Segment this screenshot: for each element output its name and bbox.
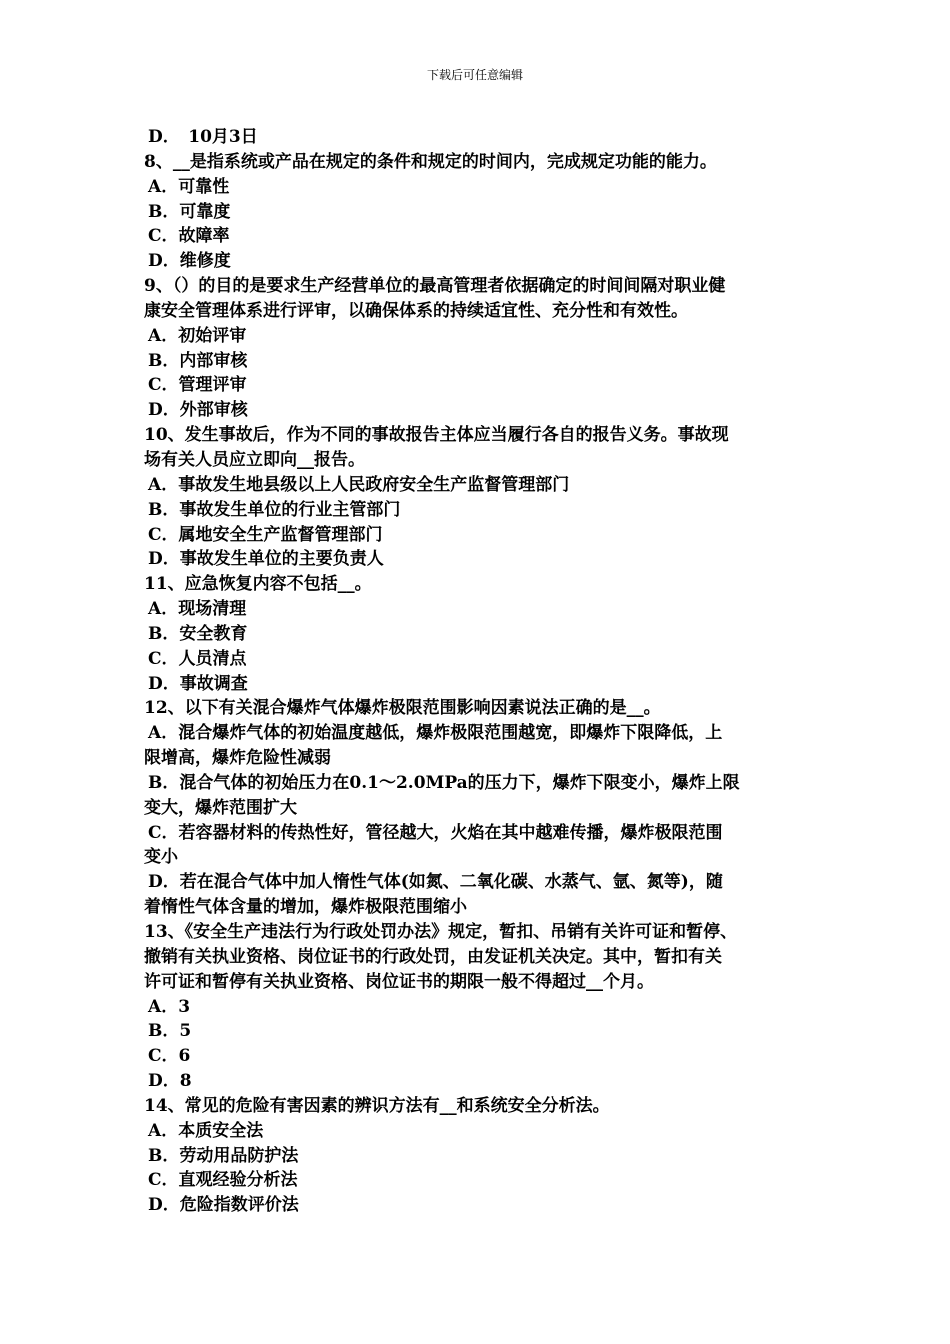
option-line: A．3 [148,996,191,1017]
option-line: C．若容器材料的传热性好，管径越大，火焰在其中越难传播，爆炸极限范围 [148,822,723,843]
option-continuation-line: 着惰性气体含量的增加，爆炸极限范围缩小 [144,897,467,918]
option-line: A．初始评审 [148,325,247,346]
option-line: A．本质安全法 [148,1120,264,1141]
option-line: C．人员清点 [148,648,247,669]
option-line: B．内部审核 [148,350,248,371]
option-line: B．5 [148,1021,192,1042]
option-line: D．若在混合气体中加人惰性气体(如氮、二氧化碳、水蒸气、氩、氮等)，随 [148,872,723,893]
page-header: 下载后可任意编辑 [426,68,523,82]
option-continuation-line: 变大，爆炸范围扩大 [144,797,297,818]
option-line: C．6 [148,1046,191,1067]
option-line: B．混合气体的初始压力在0.1～2.0MPa的压力下，爆炸下限变小，爆炸上限 [148,772,740,793]
question-line: 14、常见的危险有害因素的辨识方法有__和系统安全分析法。 [144,1095,610,1116]
option-continuation-line: 限增高，爆炸危险性减弱 [144,748,331,769]
question-line: 8、__是指系统或产品在规定的条件和规定的时间内，完成规定功能的能力。 [144,151,717,172]
option-line: A．现场清理 [148,599,247,620]
question-line: 9、（）的目的是要求生产经营单位的最高管理者依据确定的时间间隔对职业健 [144,276,726,297]
question-line: 10、发生事故后，作为不同的事故报告主体应当履行各自的报告义务。事故现 [144,425,729,446]
option-line: B．安全教育 [148,623,248,644]
question-line: 撤销有关执业资格、岗位证书的行政处罚，由发证机关决定。其中，暂扣有关 [144,946,722,967]
option-line: A．可靠性 [148,176,230,197]
option-line: D．外部审核 [148,400,248,421]
question-line: 12、以下有关混合爆炸气体爆炸极限范围影响因素说法正确的是__。 [144,698,661,719]
option-line: B．可靠度 [148,201,231,222]
question-line: 13、《安全生产违法行为行政处罚办法》规定，暂扣、吊销有关许可证和暂停、 [144,922,738,942]
option-line: B．劳动用品防护法 [148,1145,299,1166]
option-line: C．故障率 [148,226,230,247]
question-line: 11、应急恢复内容不包括__。 [144,574,372,595]
option-line: D．8 [148,1071,192,1092]
option-line: D．危险指数评价法 [148,1195,299,1216]
option-line: D．事故发生单位的主要负责人 [148,549,384,570]
option-line: A．混合爆炸气体的初始温度越低，爆炸极限范围越宽，即爆炸下限降低，上 [148,723,723,744]
option-continuation-line: 变小 [144,847,178,868]
option-line: C．直观经验分析法 [148,1170,298,1191]
option-line: D．事故调查 [148,673,248,694]
question-line: 许可证和暂停有关执业资格、岗位证书的期限一般不得超过__个月。 [144,971,654,992]
option-line: C．管理评审 [148,375,247,396]
question-line: 康安全管理体系进行评审，以确保体系的持续适宜性、充分性和有效性。 [144,300,688,321]
option-line: C．属地安全生产监督管理部门 [148,524,383,545]
option-line: B．事故发生单位的行业主管部门 [148,499,401,520]
question-line: 场有关人员应立即向__报告。 [144,449,365,470]
option-line: D．维修度 [148,251,231,272]
option-line: D． 10月3日 [148,127,258,147]
option-line: A．事故发生地县级以上人民政府安全生产监督管理部门 [148,474,570,495]
document-body [144,125,824,1218]
